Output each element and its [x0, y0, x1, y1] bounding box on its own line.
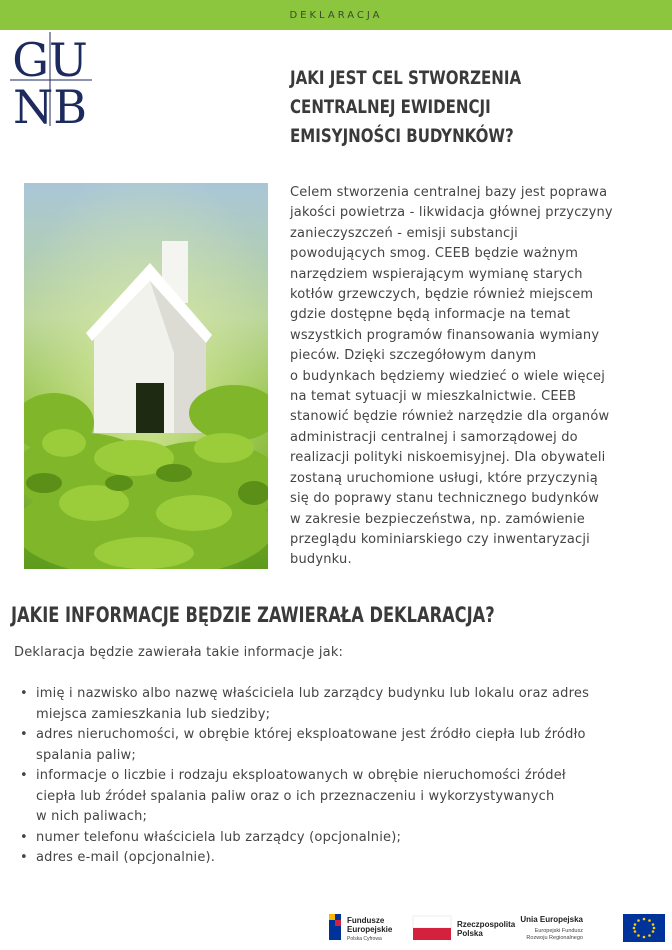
- list-item: • adres e-mail (opcjonalnie).: [18, 848, 668, 869]
- section1-title: JAKI JEST CEL STWORZENIA CENTRALNEJ EWIDENCJI EMISYJNOŚCI BUDYNKÓW?: [290, 67, 522, 147]
- logo-text-top: GU: [12, 33, 88, 87]
- bullet-icon: •: [20, 686, 28, 701]
- svg-text:Rzeczpospolita: Rzeczpospolita: [457, 920, 516, 929]
- svg-text:Polska Cyfrowa: Polska Cyfrowa: [347, 936, 382, 942]
- list-item: • numer telefonu właściciela lub zarządcy (opcjonalnie);: [18, 828, 668, 849]
- rzeczpospolita-polska-logo: [413, 916, 516, 940]
- house-photo: [24, 183, 268, 569]
- svg-text:Polska: Polska: [457, 929, 483, 938]
- list-item: • adres nieruchomości, w obrębie której eksploatowane jest źródło ciepła lub źródło spalania paliw;: [20, 727, 586, 763]
- svg-text:Fundusze: Fundusze: [347, 916, 385, 925]
- fundusze-europejskie-logo: [329, 914, 393, 942]
- list-item: • informacje o liczbie i rodzaju eksploatowanych w obrębie nieruchomości źródeł ciepła lub źródeł spalania paliw oraz o ich przeznaczeniu i wykorzystywanych w nich paliwach;: [20, 768, 566, 824]
- svg-text:Europejskie: Europejskie: [347, 925, 393, 934]
- bullet-icon: •: [20, 829, 28, 845]
- info-list: [18, 684, 668, 869]
- bullet-icon: •: [20, 850, 28, 865]
- svg-text:Unia Europejska: Unia Europejska: [520, 915, 583, 924]
- svg-text:Rozwoju Regionalnego: Rozwoju Regionalnego: [526, 935, 583, 941]
- unia-europejska-logo: [520, 914, 665, 942]
- gunb-logo: [10, 32, 92, 126]
- bullet-icon: •: [20, 727, 28, 742]
- footer-logos: [325, 910, 670, 946]
- logo-text-bottom: NB: [12, 80, 88, 126]
- section2-title: JAKIE INFORMACJE BĘDZIE ZAWIERAŁA DEKLARACJA?: [11, 603, 495, 627]
- section1-paragraph: Celem stworzenia centralnej bazy jest poprawa jakości powietrza - likwidacja głównej przyczyny zanieczyszczeń - emisji substancji powodujących smog. CEEB będzie ważnym narzędziem wspierającym wymianę starych kotłów grzewczych, będzie również miejscem gdzie dostępne będą informacje na temat wszystkich programów finansowania wymiany pieców. Dzięki szczegółowym danym o budynkach będziemy wiedzieć o wiele więcej na temat sytuacji w mieszkalnictwie. CEEB stanowić będzie również narzędzie dla organów administracji centralnej i samorządowej do realizacji polityki niskoemisyjnej. Dla obywateli zostaną uruchomione usługi, które przyczynią się do poprawy stanu technicznego budynków w zakresie bezpieczeństwa, np. zamówienie przeglądu kominiarskiego czy inwentaryzacji budynku.: [290, 185, 613, 568]
- svg-text:Europejski Fundusz: Europejski Fundusz: [534, 928, 583, 934]
- header-bar: [0, 0, 672, 30]
- header-label: DEKLARACJA: [289, 9, 383, 21]
- section2-intro: Deklaracja będzie zawierała takie informacje jak:: [14, 645, 344, 660]
- list-item: • imię i nazwisko albo nazwę właściciela lub zarządcy budynku lub lokalu oraz adres miejsca zamieszkania lub siedziby;: [20, 686, 590, 722]
- bullet-icon: •: [20, 768, 28, 783]
